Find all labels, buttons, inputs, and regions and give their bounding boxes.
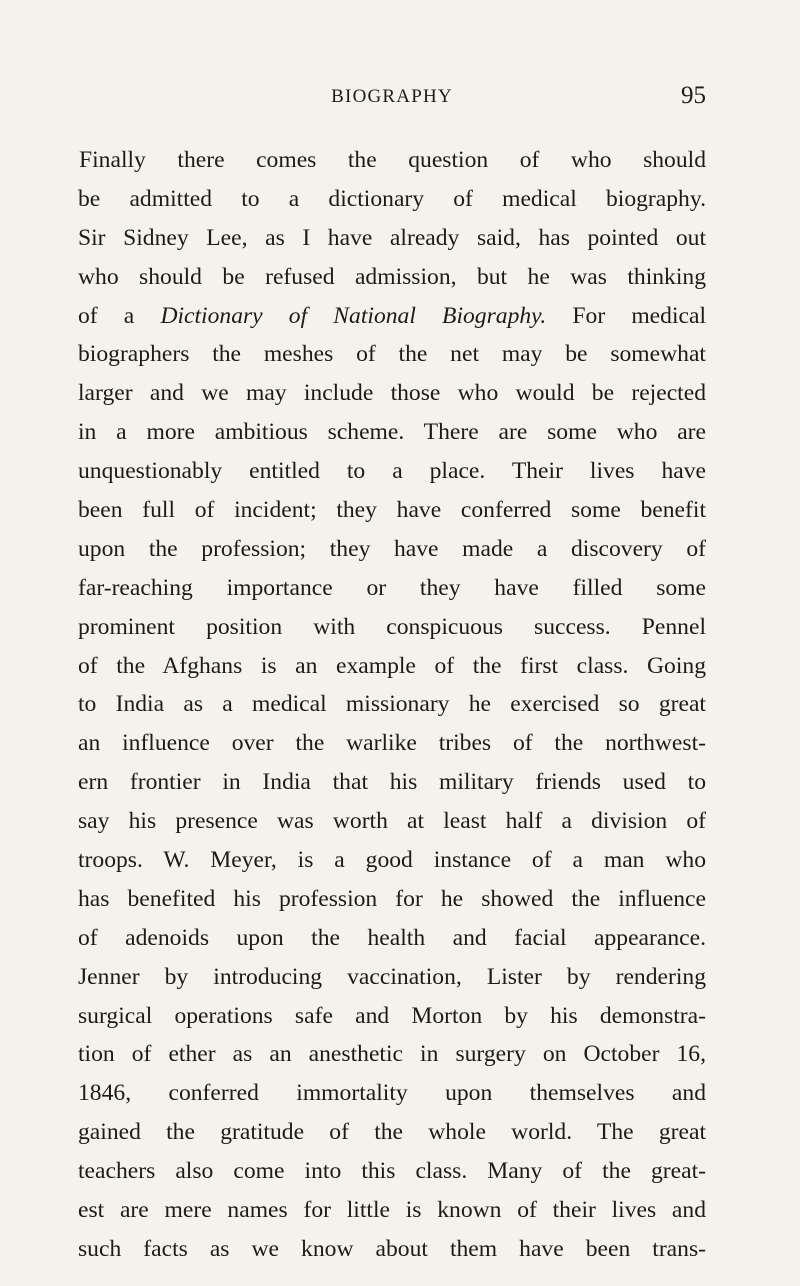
text-line: gained the gratitude of the whole world. The great xyxy=(78,1119,706,1146)
text-line: upon the profession; they have made a discovery of xyxy=(78,535,706,562)
text-line: been full of incident; they have conferred some benefit xyxy=(78,497,706,524)
text-line: larger and we may include those who would be rejected xyxy=(78,380,706,407)
text-line: of the Afghans is an example of the first class. Going xyxy=(78,652,706,679)
italic-title: Dictionary of National Biography. xyxy=(160,302,547,329)
text-line: 1846, conferred immortality upon themselves and xyxy=(78,1080,706,1107)
text-fragment: For medical xyxy=(572,302,707,329)
page-number: 95 xyxy=(681,82,706,109)
text-line: has benefited his profession for he showed the influence xyxy=(78,885,706,912)
text-fragment: of a xyxy=(78,302,135,329)
text-line: unquestionably entitled to a place. Their lives have xyxy=(78,458,706,485)
text-line: ern frontier in India that his military friends used to xyxy=(78,769,706,796)
text-line: far-reaching importance or they have filled some xyxy=(78,574,706,601)
text-line: who should be refused admission, but he was thinking xyxy=(78,263,706,290)
text-line: to India as a medical missionary he exercised so great xyxy=(78,691,706,718)
text-line: troops. W. Meyer, is a good instance of a man who xyxy=(78,847,706,874)
text-line: Sir Sidney Lee, as I have already said, has pointed out xyxy=(78,224,706,251)
text-line: teachers also come into this class. Many of the great- xyxy=(78,1158,706,1185)
text-line: in a more ambitious scheme. There are some who are xyxy=(78,419,706,446)
body-text xyxy=(78,141,706,1269)
running-title: BIOGRAPHY xyxy=(331,86,453,107)
text-line: Finally there comes the question of who should xyxy=(79,147,706,173)
running-head xyxy=(78,82,706,116)
text-line: be admitted to a dictionary of medical biography. xyxy=(78,185,706,212)
text-line: tion of ether as an anesthetic in surgery on October 16, xyxy=(78,1041,706,1068)
text-line: surgical operations safe and Morton by his demonstra- xyxy=(78,1002,706,1029)
text-line: an influence over the warlike tribes of the northwest- xyxy=(78,730,706,757)
text-line: say his presence was worth at least half a division of xyxy=(78,808,706,835)
text-line: of adenoids upon the health and facial appearance. xyxy=(78,924,706,951)
text-line xyxy=(78,297,706,336)
text-line: such facts as we know about them have been trans- xyxy=(78,1235,706,1262)
text-line: prominent position with conspicuous success. Pennel xyxy=(78,613,706,640)
text-line: biographers the meshes of the net may be somewhat xyxy=(78,341,706,368)
text-line: est are mere names for little is known of their lives and xyxy=(78,1197,706,1224)
text-line: Jenner by introducing vaccination, Lister by rendering xyxy=(78,963,706,990)
